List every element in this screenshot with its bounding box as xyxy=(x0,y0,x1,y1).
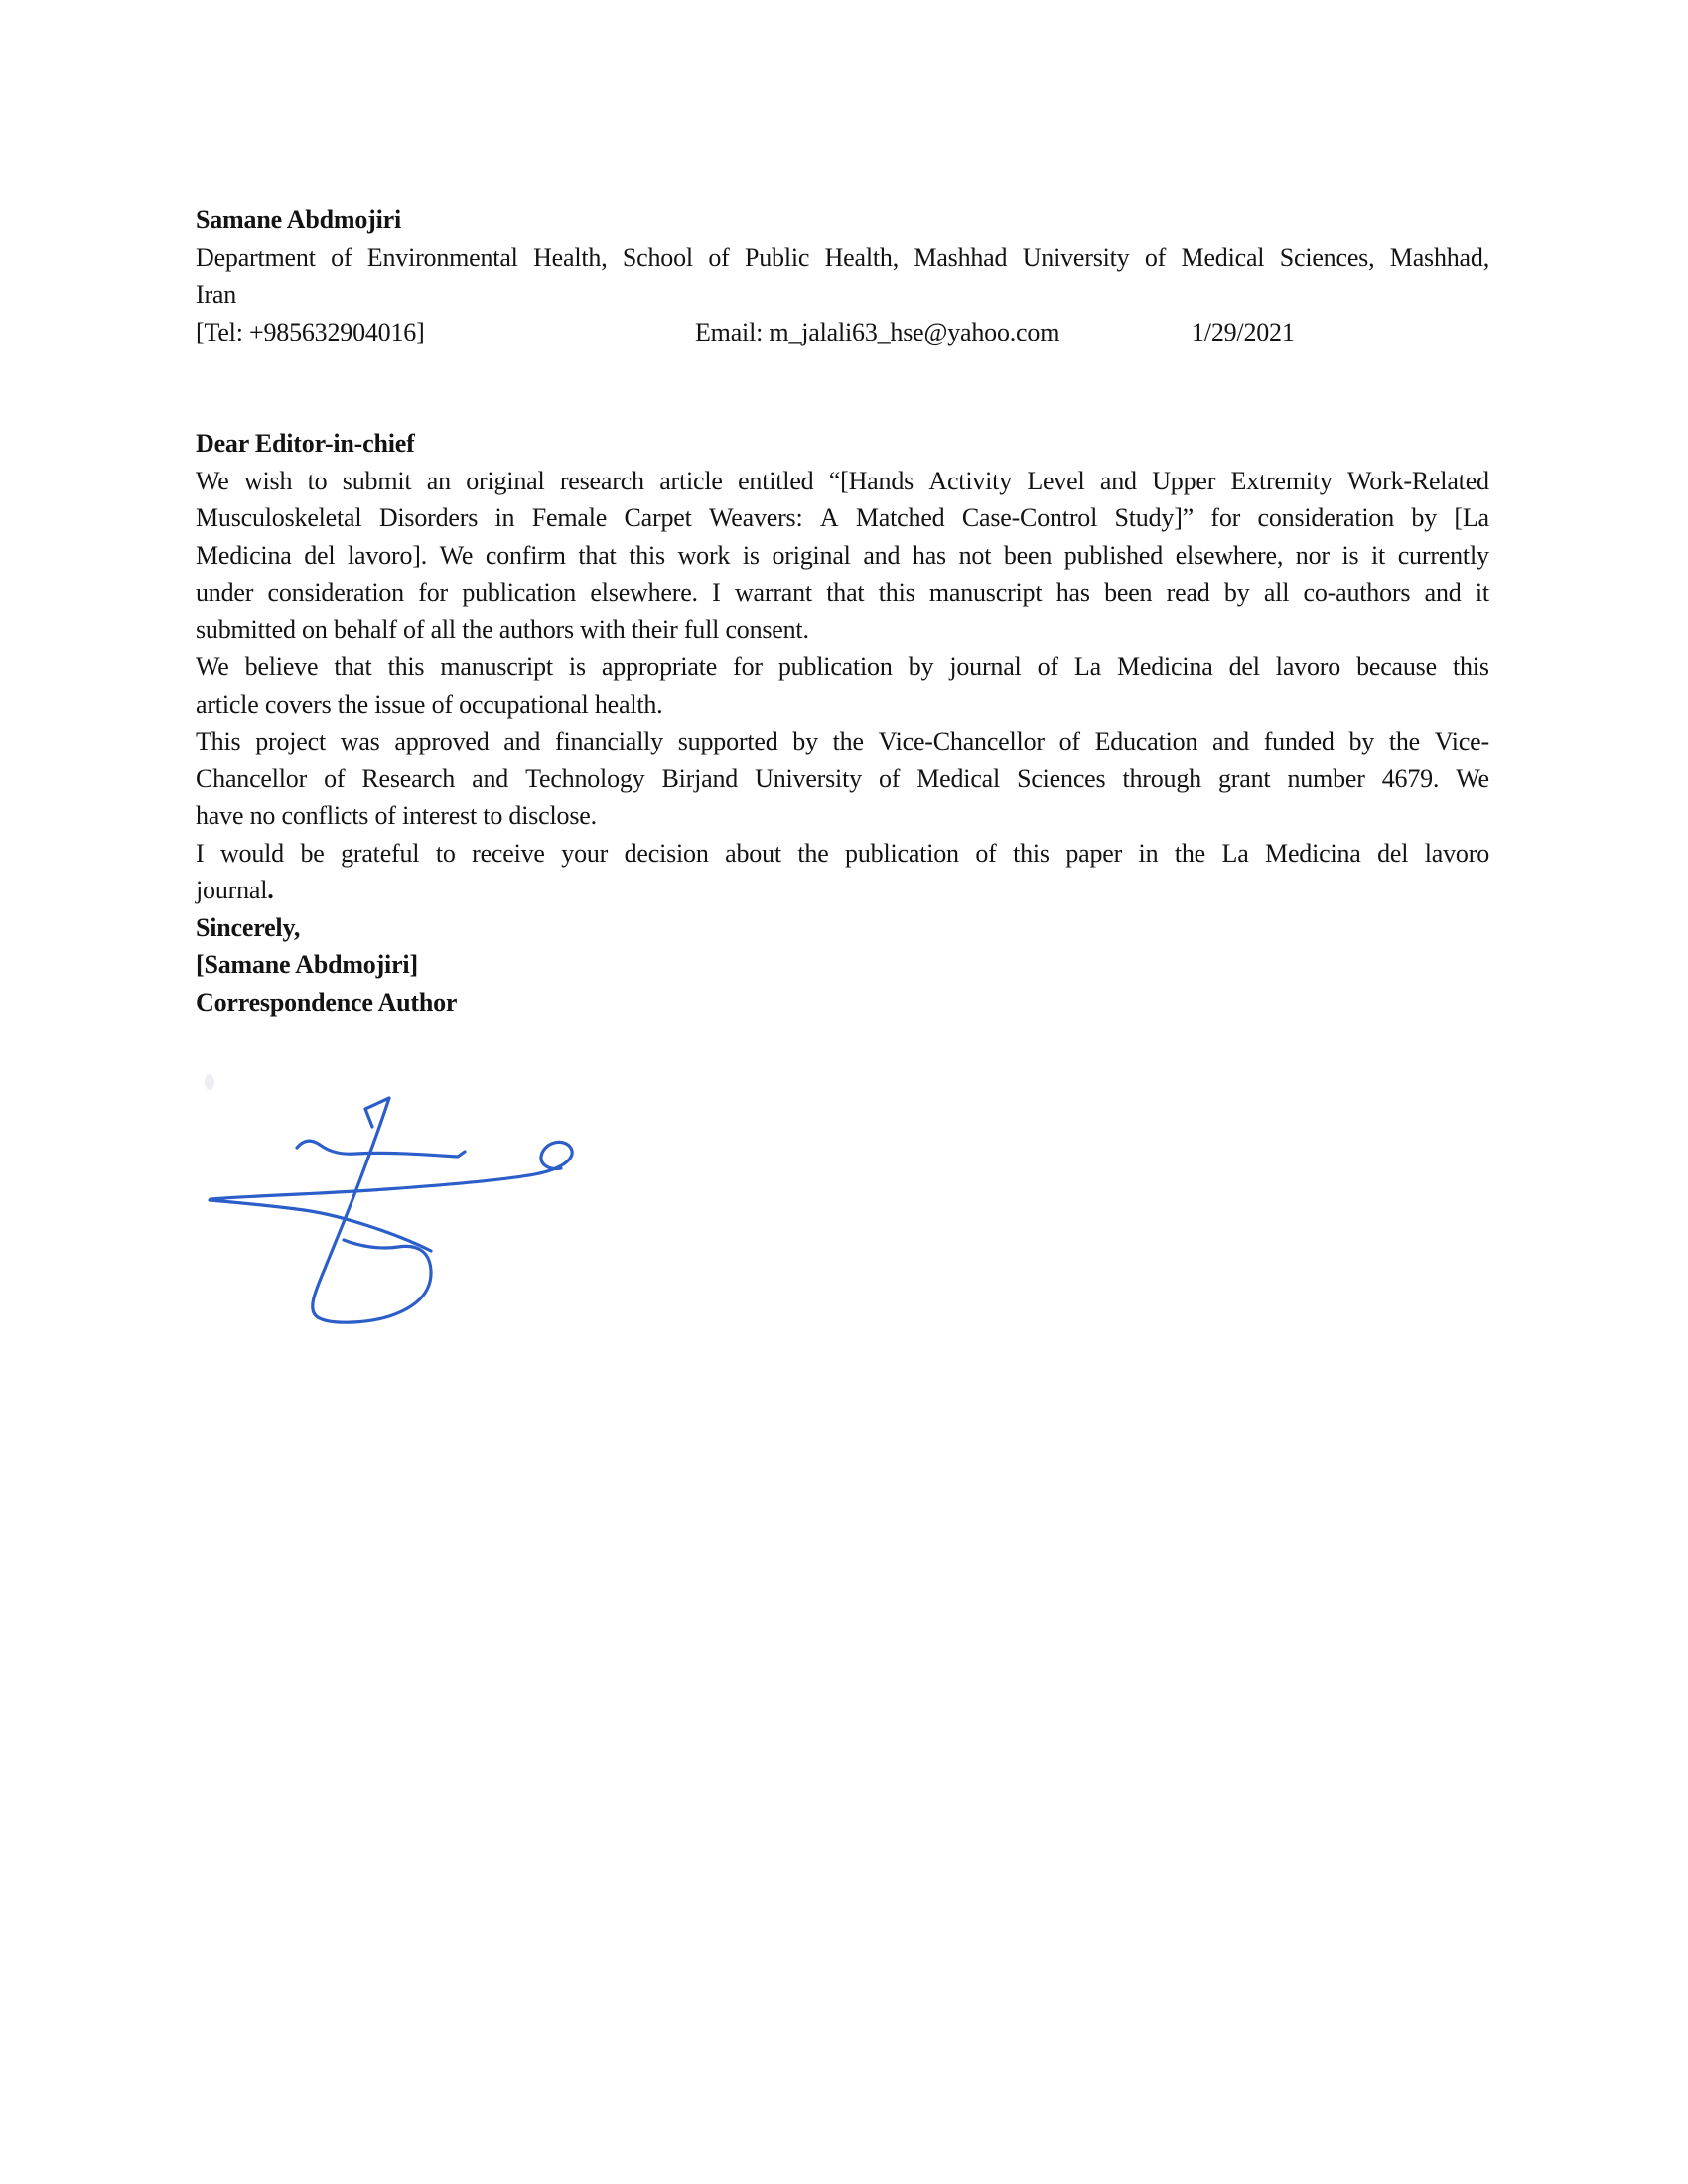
body-line: We believe that this manuscript is appropriate for publication by journal of La Medicina del lavoro because this xyxy=(196,652,1489,681)
sender-country: Iran xyxy=(196,280,237,309)
sender-name: Samane Abdmojiri xyxy=(196,205,401,234)
body-line: journal. xyxy=(196,876,274,904)
body-line: Musculoskeletal Disorders in Female Carpet Weavers: A Matched Case-Control Study]” for consideration by [La xyxy=(196,503,1489,532)
body-line: Correspondence Author xyxy=(196,987,458,1017)
body-line: under consideration for publication elsewhere. I warrant that this manuscript has been read by all co-authors and it xyxy=(196,578,1489,607)
body-line: We wish to submit an original research article entitled “[Hands Activity Level and Upper Extremity Work-Related xyxy=(196,466,1489,495)
body-line: I would be grateful to receive your decision about the publication of this paper in the La Medicina del lavoro xyxy=(196,838,1489,868)
body-line: Sincerely, xyxy=(196,912,301,942)
body-line: This project was approved and financially supported by the Vice-Chancellor of Education and funded by the Vice- xyxy=(196,727,1489,755)
letter-header xyxy=(196,202,1489,350)
body-line: have no conflicts of interest to disclose. xyxy=(196,801,597,830)
body-line: article covers the issue of occupational health. xyxy=(196,689,663,719)
body-line: Chancellor of Research and Technology Birjand University of Medical Sciences through grant number 4679. We xyxy=(196,763,1489,793)
signature xyxy=(198,1062,605,1345)
date-label: 1/29/2021 xyxy=(1192,317,1295,346)
tel-label: [Tel: +985632904016] xyxy=(196,317,425,346)
signature-stroke-middle-wave xyxy=(297,1141,465,1157)
signature-stroke-diagonal-loop xyxy=(313,1098,431,1322)
body-line: Dear Editor-in-chief xyxy=(196,429,415,458)
signature-ink-dot xyxy=(205,1074,214,1090)
body-line: Medicina del lavoro]. We confirm that this work is original and has not been published elsewhere, nor is it currently xyxy=(196,540,1489,570)
contact-row xyxy=(196,314,1489,351)
sender-affiliation: Department of Environmental Health, School of Public Health, Mashhad University of Medical Sciences, Mashhad, xyxy=(196,242,1489,272)
email-label: Email: m_jalali63_hse@yahoo.com xyxy=(695,317,1060,346)
signature-stroke-long-sweep xyxy=(210,1142,572,1251)
body-line: [Samane Abdmojiri] xyxy=(196,950,418,979)
letter-body xyxy=(196,425,1489,1021)
handwritten-signature xyxy=(198,1062,605,1345)
body-line: submitted on behalf of all the authors with their full consent. xyxy=(196,614,809,644)
